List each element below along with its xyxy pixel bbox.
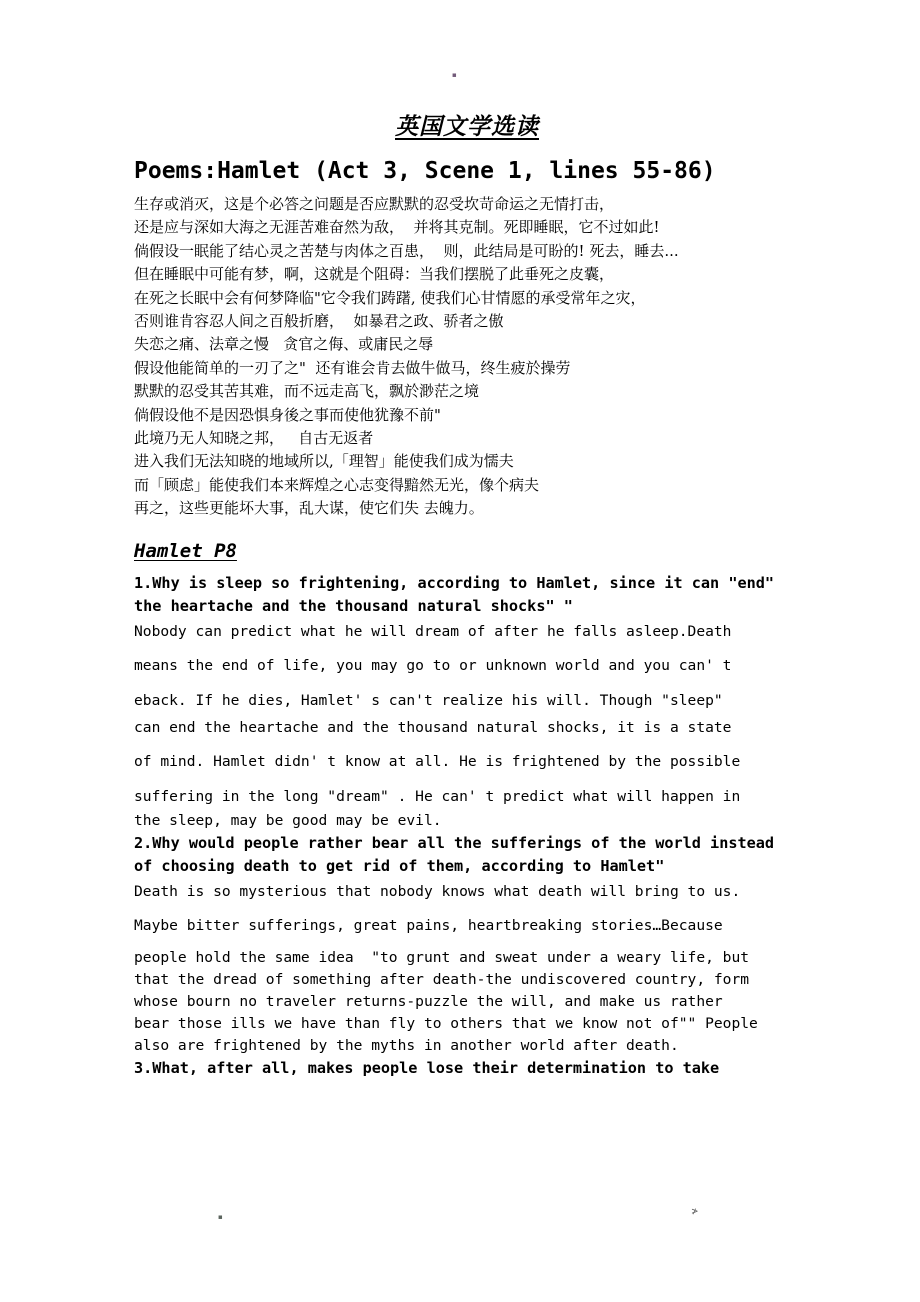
- answer-line: people hold the same idea "to grunt and sweat under a weary life, but: [134, 948, 750, 966]
- answer-line: also are frightened by the myths in another world after death.: [134, 1036, 679, 1054]
- poem-line: 否则谁肯容忍人间之百般折磨， 如暴君之政、骄者之傲: [134, 312, 504, 331]
- poem-line: 倘假设一眠能了结心灵之苦楚与肉体之百患， 则，此结局是可盼的! 死去，睡去...: [134, 241, 679, 260]
- document-content: [134, 112, 800, 1080]
- scan-artifact-bottom-left-icon: ▪: [218, 1213, 223, 1221]
- question-line: 2.Why would people rather bear all the sufferings of the world instead: [134, 833, 775, 852]
- section-heading-wrap: [134, 521, 800, 572]
- poem-line: 倘假设他不是因恐惧身後之事而使他犹豫不前": [134, 405, 441, 424]
- poem-line: 还是应与深如大海之无涯苦难奋然为敌， 并将其克制。死即睡眠，它不过如此!: [134, 218, 660, 237]
- answer-2: [134, 878, 800, 1057]
- poem-line: 而「顾虑」能使我们本来辉煌之心志变得黯然无光，像个病夫: [134, 475, 540, 494]
- qa-block: [134, 572, 800, 832]
- qa-block: [134, 1057, 800, 1080]
- answer-line: whose bourn no traveler returns-puzzle the will, and make us rather: [134, 992, 723, 1010]
- answer-line: of mind. Hamlet didn' t know at all. He is frightened by the possible: [134, 752, 741, 770]
- question-line: 3.What, after all, makes people lose their determination to take: [134, 1058, 720, 1077]
- poem-line: 生存或消灭，这是个必答之问题是否应默默的忍受坎苛命运之无情打击，: [134, 195, 615, 213]
- section-heading: Hamlet P8: [134, 539, 237, 562]
- answer-line: Death is so mysterious that nobody knows what death will bring to us.: [134, 882, 741, 900]
- answer-line: Nobody can predict what he will dream of after he falls asleep.Death: [134, 622, 732, 640]
- answer-line: the sleep, may be good may be evil.: [134, 811, 442, 829]
- answer-line: that the dread of something after death-the undiscovered country, form: [134, 970, 750, 988]
- poem-body: [134, 193, 800, 521]
- question-line: the heartache and the thousand natural shocks" ": [134, 596, 573, 615]
- poem-line: 再之，这些更能坏大事，乱大谋，使它们失 去魄力。: [134, 499, 484, 518]
- question-line: of choosing death to get rid of them, according to Hamlet": [134, 856, 665, 875]
- answer-line: can end the heartache and the thousand natural shocks, it is a state: [134, 718, 732, 736]
- poem-line: 但在睡眠中可能有梦，啊，这就是个阻碍：当我们摆脱了此垂死之皮囊，: [134, 265, 615, 284]
- poem-line: 进入我们无法知晓的地域所以,「理智」能使我们成为懦夫: [134, 452, 514, 471]
- scan-artifact-bottom-right-icon: ≯: [691, 1207, 699, 1217]
- question-2: [134, 832, 800, 878]
- poem-line: 失恋之痛、法章之慢 贪官之侮、或庸民之辱: [134, 335, 434, 354]
- poem-line: 默默的忍受其苦其难，而不远走高飞，飘於渺茫之境: [134, 382, 480, 401]
- poem-line: 假设他能简单的一刃了之" 还有谁会肯去做牛做马，终生疲於操劳: [134, 358, 571, 377]
- poem-line: 此境乃无人知晓之邦， 自古无返者: [134, 429, 374, 448]
- poem-heading: Poems:Hamlet (Act 3, Scene 1, lines 55-86): [134, 158, 716, 184]
- qa-block: [134, 832, 800, 1057]
- question-3: [134, 1057, 800, 1080]
- answer-line: Maybe bitter sufferings, great pains, heartbreaking stories…Because: [134, 916, 723, 934]
- poem-line: 在死之长眠中会有何梦降临"它令我们踌躇, 使我们心甘情愿的承受常年之灾，: [134, 288, 646, 307]
- scan-artifact-top-icon: ▪: [452, 71, 457, 79]
- answer-line: means the end of life, you may go to or unknown world and you can' t: [134, 656, 732, 674]
- answer-line: bear those ills we have than fly to others that we know not of"" People: [134, 1014, 758, 1032]
- answer-line: eback. If he dies, Hamlet' s can't realize his will. Though "sleep": [134, 691, 723, 709]
- question-1: [134, 572, 800, 618]
- answer-line: suffering in the long "dream" . He can' t predict what will happen in: [134, 787, 741, 805]
- answer-1: [134, 618, 800, 832]
- question-line: 1.Why is sleep so frightening, according to Hamlet, since it can "end": [134, 573, 775, 592]
- page-title: 英国文学选读: [395, 113, 539, 140]
